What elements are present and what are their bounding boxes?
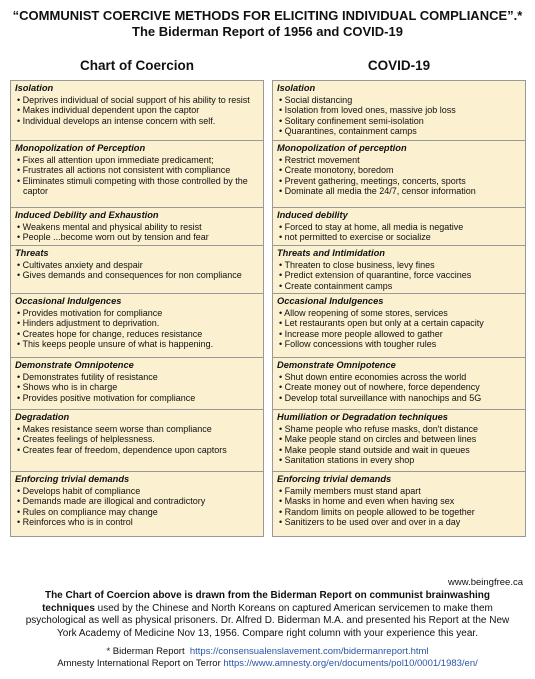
bullet-icon: •: [17, 382, 23, 393]
covid-bullet-text: Masks in home and even when having sex: [284, 496, 455, 507]
bullet-icon: •: [17, 318, 23, 329]
covid-section-title: Humiliation or Degradation techniques: [277, 412, 448, 422]
bullet-icon: •: [17, 371, 23, 382]
footer-body-text: used by the Chinese and North Koreans on captured American servicemen to make them psychological as well as physical prisoners. Dr. Alfred D. Biderman M.A. and presented his Report at the New York Academy of Medicine Nov 13, 1956. Compare right column with your experience this year.: [25, 602, 510, 639]
covid-bullet-item: [277, 445, 521, 456]
bullet-icon: •: [17, 423, 23, 434]
bullet-icon: •: [279, 328, 285, 339]
coercion-bullet-item: [15, 382, 259, 393]
reference-amnesty-label: Amnesty International Report on Terror: [57, 658, 221, 669]
covid-bullet-text: Allow reopening of some stores, services: [284, 307, 448, 318]
bullet-icon: •: [279, 496, 285, 507]
covid-bullet-item: [277, 496, 521, 507]
coercion-section: [10, 80, 264, 140]
coercion-section: [10, 207, 264, 245]
coercion-bullet-item: [15, 329, 259, 340]
coercion-section: [10, 357, 264, 409]
reference-amnesty-link[interactable]: https://www.amnesty.org/en/documents/pol10/0001/1983/en/: [223, 658, 478, 669]
covid-bullet-item: [277, 434, 521, 445]
coercion-bullet-item: [15, 434, 259, 445]
bullet-icon: •: [279, 517, 285, 528]
covid-bullet-item: [277, 517, 521, 528]
bullet-icon: •: [17, 232, 23, 243]
coercion-column: [10, 80, 264, 537]
bullet-icon: •: [17, 175, 23, 186]
covid-section: [272, 409, 526, 471]
coercion-bullet-item: [15, 232, 259, 243]
covid-bullet-item: [277, 281, 521, 292]
coercion-bullet-item: [15, 270, 259, 281]
covid-section: [272, 80, 526, 140]
bullet-icon: •: [279, 423, 285, 434]
bullet-icon: •: [279, 339, 285, 350]
covid-section-title: Demonstrate Omnipotence: [277, 360, 396, 370]
coercion-bullet-item: [15, 95, 259, 106]
bullet-icon: •: [279, 392, 285, 403]
coercion-bullet-item: [15, 116, 259, 127]
covid-bullet-text: Quarantines, containment camps: [284, 126, 417, 137]
coercion-bullet-text: Frustrates all actions not consistent with compliance: [22, 165, 231, 176]
bullet-icon: •: [279, 115, 285, 126]
covid-bullet-text: Create containment camps: [284, 280, 393, 291]
coercion-bullet-text: People ...become worn out by tension and fear: [22, 232, 209, 243]
coercion-bullet-text: Makes individual dependent upon the captor: [22, 105, 200, 116]
coercion-section: [10, 409, 264, 471]
covid-bullet-item: [277, 186, 521, 197]
reference-biderman: [0, 646, 535, 658]
coercion-section: [10, 245, 264, 293]
title-line-1: “COMMUNIST COERCIVE METHODS FOR ELICITING INDIVIDUAL COMPLIANCE”.*: [12, 8, 523, 23]
bullet-icon: •: [279, 434, 285, 445]
bullet-icon: •: [17, 165, 23, 176]
covid-section-title: Isolation: [277, 83, 316, 93]
covid-bullet-item: [277, 260, 521, 271]
covid-bullet-text: Create monotony, boredom: [284, 165, 394, 176]
covid-bullet-text: Create money out of nowhere, force dependency: [284, 382, 480, 393]
covid-bullet-item: [277, 176, 521, 187]
bullet-icon: •: [279, 485, 285, 496]
covid-bullet-item: [277, 372, 521, 383]
right-column-header: COVID-19: [272, 54, 526, 78]
bullet-icon: •: [17, 339, 23, 350]
covid-bullet-text: Forced to stay at home, all media is negative: [284, 221, 464, 232]
covid-bullet-text: Solitary confinement semi-isolation: [284, 115, 424, 126]
covid-bullet-text: Family members must stand apart: [284, 485, 421, 496]
covid-section: [272, 471, 526, 537]
coercion-bullet-item: [15, 496, 259, 507]
coercion-bullet-text: Provides motivation for compliance: [22, 307, 163, 318]
bullet-icon: •: [279, 280, 285, 291]
coercion-bullet-text: Fixes all attention upon immediate predicament;: [22, 154, 214, 165]
coercion-bullet-text: Creates fear of freedom, dependence upon captors: [22, 444, 227, 455]
covid-bullet-item: [277, 486, 521, 497]
covid-bullet-text: not permitted to exercise or socialize: [284, 232, 431, 243]
bullet-icon: •: [17, 154, 23, 165]
bullet-icon: •: [279, 175, 285, 186]
covid-section: [272, 293, 526, 357]
covid-section-title: Threats and Intimidation: [277, 248, 385, 258]
bullet-icon: •: [279, 94, 285, 105]
covid-bullet-text: Sanitizers to be used over and over in a day: [284, 517, 461, 528]
bullet-icon: •: [279, 186, 285, 197]
coercion-section-title: Degradation: [15, 412, 70, 422]
footer-bold-text: The Chart of Coercion above is drawn from the Biderman Report on communist brainwashing techniques: [42, 590, 491, 614]
covid-bullet-text: Threaten to close business, levy fines: [284, 259, 435, 270]
footer-paragraph: [0, 590, 535, 640]
bullet-icon: •: [279, 259, 285, 270]
bullet-icon: •: [279, 307, 285, 318]
covid-bullet-item: [277, 424, 521, 435]
reference-biderman-label: * Biderman Report: [106, 646, 185, 657]
covid-bullet-item: [277, 270, 521, 281]
bullet-icon: •: [279, 154, 285, 165]
document-title: [0, 0, 535, 40]
covid-bullet-item: [277, 165, 521, 176]
coercion-bullet-item: [15, 105, 259, 116]
left-column-header: Chart of Coercion: [10, 54, 264, 78]
coercion-bullet-item: [15, 393, 259, 404]
covid-bullet-item: [277, 308, 521, 319]
covid-bullet-text: Random limits on people allowed to be together: [284, 506, 475, 517]
covid-bullet-item: [277, 393, 521, 404]
covid-section-title: Occasional Indulgences: [277, 296, 384, 306]
footer: [0, 590, 535, 670]
bullet-icon: •: [17, 517, 23, 528]
covid-bullet-text: Shame people who refuse masks, don't distance: [284, 423, 478, 434]
column-headers: [10, 54, 526, 78]
coercion-bullet-item: [15, 176, 259, 197]
covid-bullet-item: [277, 105, 521, 116]
covid-bullet-text: Let restaurants open but only at a certain capacity: [284, 318, 484, 329]
coercion-bullet-item: [15, 517, 259, 528]
coercion-bullet-text: Makes resistance seem worse than compliance: [22, 423, 212, 434]
covid-bullet-text: Follow concessions with tougher rules: [284, 339, 437, 350]
bullet-icon: •: [17, 485, 23, 496]
bullet-icon: •: [279, 444, 285, 455]
covid-bullet-item: [277, 126, 521, 137]
coercion-bullet-text: Cultivates anxiety and despair: [22, 259, 143, 270]
website-label: www.beingfree.ca: [448, 577, 523, 588]
coercion-section-title: Induced Debility and Exhaustion: [15, 210, 159, 220]
coercion-bullet-text: Demonstrates futility of resistance: [22, 371, 158, 382]
coercion-bullet-text: Weakens mental and physical ability to resist: [22, 221, 202, 232]
covid-column: [272, 80, 526, 537]
covid-bullet-text: Sanitation stations in every shop: [284, 455, 415, 466]
coercion-bullet-text: Develops habit of compliance: [22, 485, 141, 496]
coercion-bullet-item: [15, 165, 259, 176]
coercion-bullet-text: Demands made are illogical and contradictory: [22, 496, 206, 507]
bullet-icon: •: [279, 455, 285, 466]
covid-bullet-text: Isolation from loved ones, massive job loss: [284, 105, 456, 116]
covid-bullet-text: Make people stand outside and wait in queues: [284, 444, 470, 455]
bullet-icon: •: [17, 105, 23, 116]
coercion-section-title: Threats: [15, 248, 49, 258]
coercion-bullet-item: [15, 507, 259, 518]
covid-bullet-item: [277, 339, 521, 350]
covid-bullet-text: Predict extension of quarantine, force vaccines: [284, 270, 472, 281]
bullet-icon: •: [279, 165, 285, 176]
covid-bullet-item: [277, 318, 521, 329]
coercion-bullet-item: [15, 155, 259, 166]
bullet-icon: •: [17, 115, 23, 126]
coercion-bullet-item: [15, 318, 259, 329]
bullet-icon: •: [17, 94, 23, 105]
coercion-section-title: Enforcing trivial demands: [15, 474, 130, 484]
coercion-bullet-text: Eliminates stimuli competing with those controlled by the captor: [22, 175, 251, 197]
coercion-bullet-text: Creates hope for change, reduces resistance: [22, 328, 203, 339]
covid-bullet-text: Prevent gathering, meetings, concerts, sports: [284, 175, 466, 186]
bullet-icon: •: [17, 506, 23, 517]
covid-section-title: Monopolization of perception: [277, 143, 407, 153]
bullet-icon: •: [279, 221, 285, 232]
bullet-icon: •: [279, 126, 285, 137]
coercion-bullet-text: Gives demands and consequences for non compliance: [22, 270, 242, 281]
coercion-bullet-item: [15, 372, 259, 383]
coercion-section-title: Monopolization of Perception: [15, 143, 146, 153]
bullet-icon: •: [279, 270, 285, 281]
bullet-icon: •: [279, 371, 285, 382]
coercion-bullet-text: This keeps people unsure of what is happening.: [22, 339, 214, 350]
coercion-bullet-text: Shows who is in charge: [22, 382, 118, 393]
covid-bullet-item: [277, 222, 521, 233]
coercion-bullet-text: Reinforces who is in control: [22, 517, 133, 528]
coercion-bullet-item: [15, 222, 259, 233]
title-line-2: The Biderman Report of 1956 and COVID-19: [132, 24, 403, 39]
bullet-icon: •: [17, 444, 23, 455]
covid-bullet-item: [277, 232, 521, 243]
coercion-section-title: Demonstrate Omnipotence: [15, 360, 134, 370]
coercion-bullet-item: [15, 445, 259, 456]
coercion-bullet-text: Rules on compliance may change: [22, 506, 158, 517]
coercion-bullet-text: Individual develops an intense concern with self.: [22, 115, 216, 126]
bullet-icon: •: [17, 392, 23, 403]
coercion-bullet-text: Deprives individual of social support of his ability to resist: [22, 94, 250, 105]
references: [0, 646, 535, 670]
covid-section-title: Induced debility: [277, 210, 348, 220]
bullet-icon: •: [17, 221, 23, 232]
coercion-section: [10, 471, 264, 537]
covid-bullet-text: Develop total surveillance with nanochips and 5G: [284, 392, 482, 403]
covid-bullet-text: Shut down entire economies across the world: [284, 371, 467, 382]
covid-bullet-item: [277, 382, 521, 393]
coercion-section: [10, 293, 264, 357]
coercion-section-title: Occasional Indulgences: [15, 296, 122, 306]
covid-section-title: Enforcing trivial demands: [277, 474, 392, 484]
bullet-icon: •: [279, 318, 285, 329]
bullet-icon: •: [279, 232, 285, 243]
bullet-icon: •: [279, 105, 285, 116]
coercion-bullet-text: Creates feelings of helplessness.: [22, 434, 155, 445]
bullet-icon: •: [17, 270, 23, 281]
coercion-bullet-item: [15, 424, 259, 435]
covid-section: [272, 357, 526, 409]
covid-bullet-item: [277, 155, 521, 166]
covid-section: [272, 140, 526, 207]
coercion-bullet-item: [15, 486, 259, 497]
covid-bullet-item: [277, 329, 521, 340]
bullet-icon: •: [279, 382, 285, 393]
coercion-bullet-text: Hinders adjustment to deprivation.: [22, 318, 160, 329]
covid-bullet-item: [277, 507, 521, 518]
coercion-bullet-item: [15, 308, 259, 319]
covid-section: [272, 207, 526, 245]
bullet-icon: •: [279, 506, 285, 517]
covid-bullet-text: Restrict movement: [284, 154, 360, 165]
coercion-section: [10, 140, 264, 207]
covid-section: [272, 245, 526, 293]
coercion-bullet-item: [15, 339, 259, 350]
bullet-icon: •: [17, 328, 23, 339]
bullet-icon: •: [17, 259, 23, 270]
coercion-bullet-item: [15, 260, 259, 271]
coercion-bullet-text: Provides positive motivation for compliance: [22, 392, 196, 403]
covid-bullet-item: [277, 95, 521, 106]
reference-amnesty: [0, 658, 535, 670]
covid-bullet-text: Dominate all media the 24/7, censor information: [284, 186, 476, 197]
covid-bullet-item: [277, 455, 521, 466]
coercion-section-title: Isolation: [15, 83, 54, 93]
bullet-icon: •: [17, 496, 23, 507]
covid-bullet-item: [277, 116, 521, 127]
covid-bullet-text: Increase more people allowed to gather: [284, 328, 443, 339]
covid-bullet-text: Social distancing: [284, 94, 353, 105]
covid-bullet-text: Make people stand on circles and between lines: [284, 434, 477, 445]
bullet-icon: •: [17, 307, 23, 318]
reference-biderman-link[interactable]: https://consensualenslavement.com/bidermanreport.html: [189, 646, 429, 657]
bullet-icon: •: [17, 434, 23, 445]
